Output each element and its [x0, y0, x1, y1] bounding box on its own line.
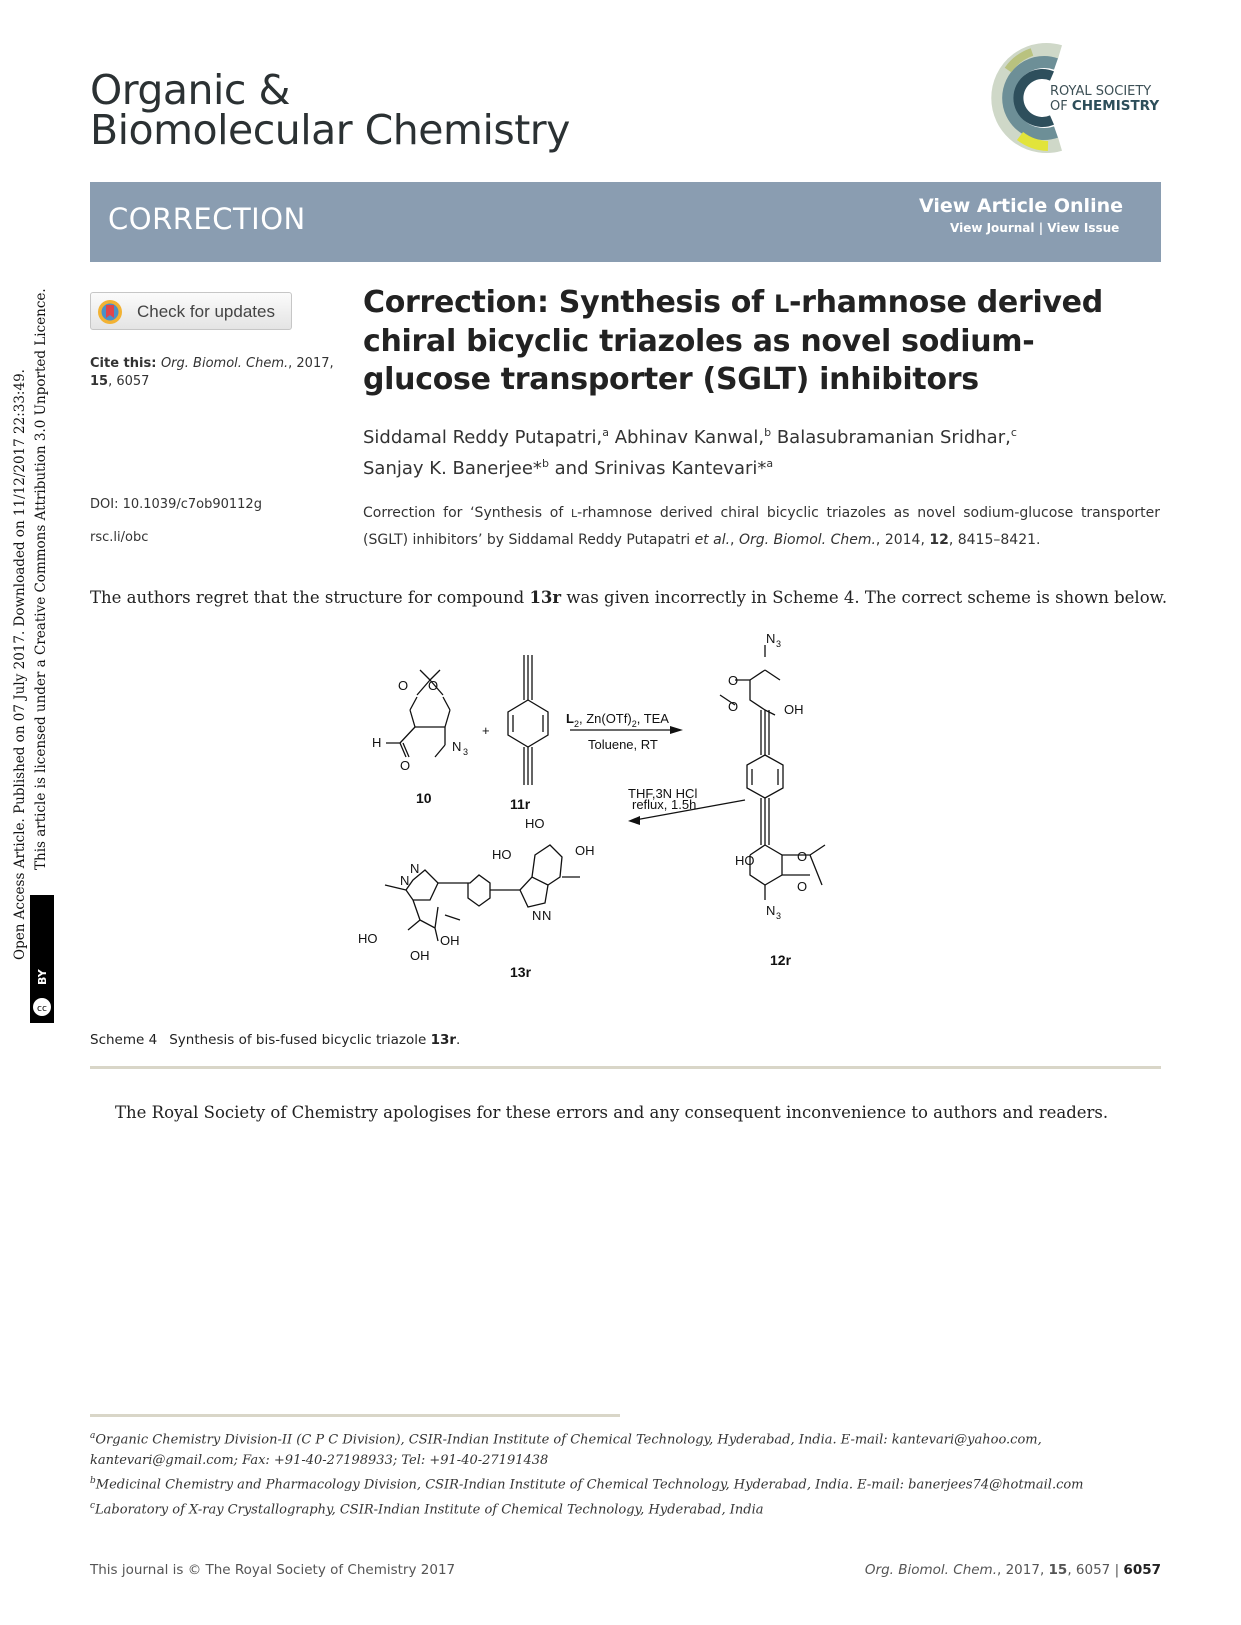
author-name[interactable]: Siddamal Reddy Putapatri, — [363, 427, 603, 448]
svg-text:HO: HO — [525, 816, 545, 831]
svg-text:O: O — [797, 879, 808, 894]
svg-text:N: N — [766, 631, 776, 646]
svg-text:OH: OH — [784, 702, 804, 717]
svg-text:N: N — [452, 739, 462, 754]
article-title: Correction: Synthesis of L-rhamnose derived chiral bicyclic triazoles as novel sodium-glucose transporter (SGLT) inhibitors — [363, 285, 1103, 397]
affiliation-footnotes — [90, 1426, 1165, 1520]
rsc-logo-line1: ROYAL SOCIETY — [1050, 84, 1152, 99]
body-paragraph-2: The Royal Society of Chemistry apologises for these errors and any consequent inconvenience to authors and readers. — [115, 1103, 1109, 1122]
footer-citation: Org. Biomol. Chem., 2017, 15, 6057 | 6057 — [864, 1562, 1161, 1578]
rsc-logo-line2: OF CHEMISTRY — [1050, 98, 1160, 114]
licence-notice[interactable]: This article is licensed under a Creative Commons Attribution 3.0 Unported Licence. — [33, 288, 49, 870]
journal-short-link[interactable]: rsc.li/obc — [90, 530, 149, 545]
svg-text:O: O — [428, 678, 439, 693]
rsc-logo-text — [1050, 85, 1159, 114]
svg-text:N: N — [410, 861, 420, 876]
cc-by-badge[interactable] — [30, 895, 54, 1023]
banner-link-separator: | — [1038, 221, 1044, 235]
svg-text:THF,3N HCl: THF,3N HCl — [628, 786, 698, 801]
article-type-label: CORRECTION — [108, 202, 306, 236]
view-issue-link[interactable]: View Issue — [1047, 221, 1120, 235]
reaction-scheme-drawing — [358, 631, 890, 1020]
svg-text:Toluene, RT: Toluene, RT — [588, 737, 658, 752]
svg-text:L2, Zn(OTf)2, TEA: $L_2$, $Zn(OTf)_2$, TEA — [566, 711, 669, 729]
svg-text:HO: HO — [735, 853, 755, 868]
compound-label: 11r — [510, 796, 531, 812]
doi-text[interactable]: DOI: 10.1039/c7ob90112g — [90, 497, 262, 512]
author-name[interactable]: Balasubramanian Sridhar, — [771, 427, 1011, 448]
view-journal-link[interactable]: View Journal — [950, 221, 1035, 235]
footnote-item: $^c$Laboratory of X-ray Crystallography, CSIR-Indian Institute of Chemical Technology, Hyderabad, India — [90, 1500, 764, 1517]
svg-text:OH: OH — [410, 948, 430, 963]
svg-text:N: N — [400, 873, 410, 888]
reaction-scheme — [358, 631, 890, 1020]
check-for-updates-label: Check for updates — [137, 302, 275, 321]
article-type-banner — [90, 182, 1161, 262]
svg-text:H: H — [372, 735, 382, 750]
rsc-logo — [990, 40, 1170, 155]
svg-text:N: N — [542, 908, 552, 923]
view-article-online-link[interactable]: View Article Online — [919, 195, 1123, 217]
svg-text:N: N — [766, 903, 776, 918]
open-access-notice[interactable]: Open Access Article. Published on 07 July 2017. Downloaded on 11/12/2017 22:33:49. — [12, 369, 28, 960]
author-name[interactable]: and Srinivas Kantevari* — [548, 458, 767, 479]
cite-this: Cite this: Org. Biomol. Chem., 2017, 15, 6057 — [90, 356, 334, 389]
author-list: Siddamal Reddy Putapatri,$^a$ Abhinav Kanwal,$^b$ Balasubramanian Sridhar,$^c$ Sanjay K. Banerjee*$^b$ and Srinivas Kantevari*$^a$ — [363, 426, 1017, 479]
footnote-item: $^a$Organic Chemistry Division-II (C P C Division), CSIR-Indian Institute of Chemical Technology, Hyderabad, India. E-mail: kantevari@yahoo.com, kantevari@gmail.com; Fax: +91-40-27198933; Tel: +91-40-27191438 — [90, 1431, 1042, 1469]
svg-text:HO: HO — [358, 931, 378, 946]
correction-note: Correction for ‘Synthesis of L-rhamnose derived chiral bicyclic triazoles as novel sodium-glucose transporter (SGLT) inhibitors’ by Siddamal Reddy Putapatri et al., Org. Biomol. Chem., 2014, 12, 8415–8421. — [363, 505, 1160, 548]
body-paragraph-1: The authors regret that the structure for compound 13r was given incorrectly in Scheme 4. The correct scheme is shown below. — [90, 588, 1168, 607]
svg-text:cc: cc — [37, 1004, 47, 1014]
svg-text:reflux, 1.5h: reflux, 1.5h — [632, 797, 697, 812]
compound-label: 12r — [770, 952, 792, 968]
banner-links — [950, 221, 1119, 235]
section-divider — [90, 1066, 1161, 1069]
scheme-caption: Scheme 4 Synthesis of bis-fused bicyclic triazole 13r. — [90, 1032, 461, 1048]
journal-title — [90, 66, 570, 154]
svg-text:+: + — [482, 723, 490, 738]
svg-text:O: O — [728, 673, 739, 688]
check-updates-icon — [97, 299, 123, 325]
journal-title-line1: Organic & — [90, 66, 290, 114]
footnote-divider — [90, 1414, 620, 1417]
svg-text:O: O — [797, 849, 808, 864]
svg-text:O: O — [728, 699, 739, 714]
cc-by-badge-label: BY — [36, 969, 49, 985]
svg-text:O: O — [398, 678, 409, 693]
page-number: 6057 — [1123, 1562, 1161, 1578]
journal-title-line2: Biomolecular Chemistry — [90, 106, 570, 154]
svg-text:OH: OH — [440, 933, 460, 948]
svg-text:HO: HO — [492, 847, 512, 862]
scheme-caption-label: Scheme 4 — [90, 1032, 158, 1048]
compound-label: 13r — [510, 964, 532, 980]
svg-text:3: 3 — [463, 747, 469, 757]
check-for-updates-button[interactable] — [90, 292, 292, 330]
svg-text:3: 3 — [776, 639, 782, 649]
svg-text:3: 3 — [776, 911, 782, 921]
footnote-item: $^b$Medicinal Chemistry and Pharmacology Division, CSIR-Indian Institute of Chemical Technology, Hyderabad, India. E-mail: banerjees74@hotmail.com — [90, 1476, 1084, 1493]
svg-text:N: N — [532, 908, 542, 923]
svg-text:OH: OH — [575, 843, 595, 858]
footer-copyright: This journal is © The Royal Society of Chemistry 2017 — [90, 1562, 456, 1578]
author-name[interactable]: Sanjay K. Banerjee* — [363, 458, 542, 479]
compound-label: 10 — [416, 790, 432, 806]
svg-text:O: O — [400, 758, 411, 773]
author-name[interactable]: Abhinav Kanwal, — [609, 427, 765, 448]
creative-commons-icon — [30, 895, 54, 1023]
